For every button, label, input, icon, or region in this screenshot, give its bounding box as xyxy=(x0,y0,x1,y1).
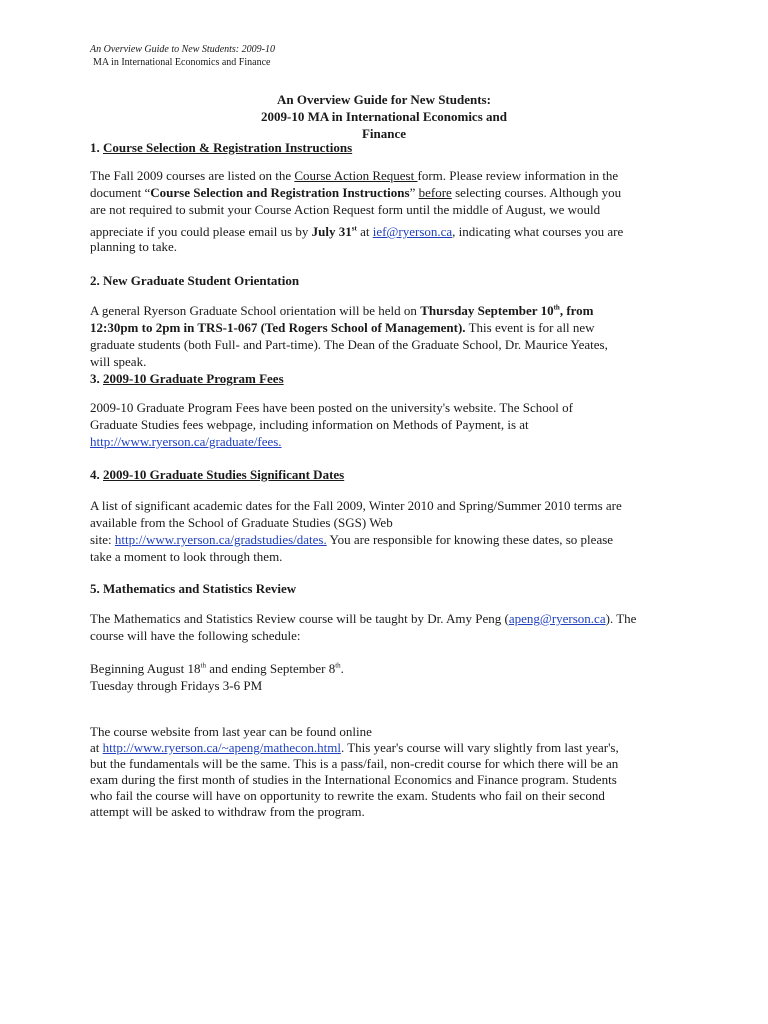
text: and ending September 8 xyxy=(205,661,336,676)
course-action-request-link[interactable]: Course Action Request xyxy=(294,168,418,183)
schedule-times: Tuesday through Fridays 3-6 PM xyxy=(90,678,263,693)
section-4-number: 4. xyxy=(90,467,100,482)
section-5-line: attempt will be asked to withdraw from the program. xyxy=(90,804,365,819)
section-1-line xyxy=(90,184,690,201)
text: , from xyxy=(559,303,594,318)
section-2-line: will speak. xyxy=(90,354,147,369)
section-2-heading: 2. New Graduate Student Orientation xyxy=(90,273,300,288)
text: ). The xyxy=(605,611,637,626)
section-2-line xyxy=(90,302,690,319)
schedule-dates xyxy=(90,660,690,677)
deadline-sup: st xyxy=(351,224,357,233)
section-5-heading: 5. Mathematics and Statistics Review xyxy=(90,581,297,596)
text: appreciate if you could please email us by xyxy=(90,224,312,239)
ief-email-link[interactable]: ief@ryerson.ca xyxy=(372,224,453,239)
section-5-line: course will have the following schedule: xyxy=(90,628,301,643)
section-5-line: exam during the first month of studies in the International Economics and Finance program. Students xyxy=(90,772,617,787)
section-4-title: 2009-10 Graduate Studies Significant Dates xyxy=(103,467,345,482)
text: Thursday September 10 xyxy=(420,303,554,318)
running-header xyxy=(90,43,275,69)
section-1-line: are not required to submit your Course Action Request form until the middle of August, we would xyxy=(90,202,601,217)
section-1-heading xyxy=(90,139,690,156)
orientation-date xyxy=(420,303,593,318)
section-1-line xyxy=(90,167,690,184)
text: ” xyxy=(409,185,419,200)
section-4-line: A list of significant academic dates for the Fall 2009, Winter 2010 and Spring/Summer 2010 terms are xyxy=(90,498,622,513)
section-1-number: 1. xyxy=(90,140,100,155)
before-emphasis: before xyxy=(418,185,452,200)
title-line-1: An Overview Guide for New Students: xyxy=(277,92,491,107)
text: The Fall 2009 courses are listed on the xyxy=(90,168,295,183)
section-1-body xyxy=(90,167,690,255)
section-4-line: take a moment to look through them. xyxy=(90,549,283,564)
text: document “ xyxy=(90,185,151,200)
title-line-2: 2009-10 MA in International Economics and xyxy=(261,109,507,124)
section-2-line: graduate students (both Full- and Part-time). The Dean of the Graduate School, Dr. Maurice Yeates, xyxy=(90,337,608,352)
section-5-line: The course website from last year can be found online xyxy=(90,724,372,739)
section-1-title: Course Selection & Registration Instructions xyxy=(103,140,353,155)
document-title xyxy=(230,91,538,142)
text: The Mathematics and Statistics Review course will be taught by Dr. Amy Peng ( xyxy=(90,611,509,626)
deadline-date: July 31 xyxy=(311,224,352,239)
section-5-intro xyxy=(90,610,690,644)
section-3-title: 2009-10 Graduate Program Fees xyxy=(103,371,284,386)
section-1-line xyxy=(90,223,690,240)
text: site: xyxy=(90,532,115,547)
section-3-heading xyxy=(90,370,690,387)
text: form. Please review information in the xyxy=(417,168,619,183)
text: A general Ryerson Graduate School orientation will be held on xyxy=(90,303,421,318)
section-5-line: who fail the course will have on opportunity to rewrite the exam. Students who fail on their second xyxy=(90,788,605,803)
section-4-line xyxy=(90,531,690,548)
section-5-line: but the fundamentals will be the same. This is a pass/fail, non-credit course for which there will be an xyxy=(90,756,619,771)
header-line-1: An Overview Guide to New Students: 2009-10 xyxy=(90,44,275,55)
date-sup: th xyxy=(553,303,560,312)
section-3-body xyxy=(90,399,690,450)
date-sup: th xyxy=(335,661,341,670)
document-name: Course Selection and Registration Instructions xyxy=(150,185,410,200)
section-3-number: 3. xyxy=(90,371,100,386)
deadline xyxy=(312,224,357,239)
text: You are responsible for knowing these dates, so please xyxy=(326,532,614,547)
text: Beginning August 18 xyxy=(90,661,201,676)
text: at xyxy=(356,224,373,239)
fees-link[interactable]: http://www.ryerson.ca/graduate/fees. xyxy=(90,434,282,449)
text: . This year's course will vary slightly from last year's, xyxy=(340,740,619,755)
section-3-line: 2009-10 Graduate Program Fees have been posted on the university's website. The School of xyxy=(90,400,573,415)
section-5-line xyxy=(90,610,690,627)
dates-link[interactable]: http://www.ryerson.ca/gradstudies/dates. xyxy=(114,532,327,547)
text: . xyxy=(340,661,344,676)
orientation-time-place: 12:30pm to 2pm in TRS-1-067 (Ted Rogers School of Management). xyxy=(90,320,466,335)
title-line-3: Finance xyxy=(361,126,407,141)
section-5-body xyxy=(90,724,690,820)
section-3-line xyxy=(90,433,690,450)
text: at xyxy=(90,740,103,755)
text: selecting courses. Although you xyxy=(451,185,622,200)
section-1-line: planning to take. xyxy=(90,239,178,254)
section-2-line xyxy=(90,319,690,336)
section-4-line: available from the School of Graduate Studies (SGS) Web xyxy=(90,515,393,530)
apeng-email-link[interactable]: apeng@ryerson.ca xyxy=(508,611,606,626)
section-3-line: Graduate Studies fees webpage, including information on Methods of Payment, is at xyxy=(90,417,529,432)
text: , indicating what courses you are xyxy=(452,224,624,239)
text: This event is for all new xyxy=(465,320,595,335)
section-4-body xyxy=(90,497,690,565)
mathecon-link[interactable]: http://www.ryerson.ca/~apeng/mathecon.html xyxy=(102,740,341,755)
section-5-line xyxy=(90,740,690,756)
schedule xyxy=(90,660,690,694)
section-4-heading xyxy=(90,466,690,483)
header-line-2: MA in International Economics and Finance xyxy=(93,57,271,68)
date-sup: th xyxy=(200,661,206,670)
section-2-body xyxy=(90,302,690,370)
